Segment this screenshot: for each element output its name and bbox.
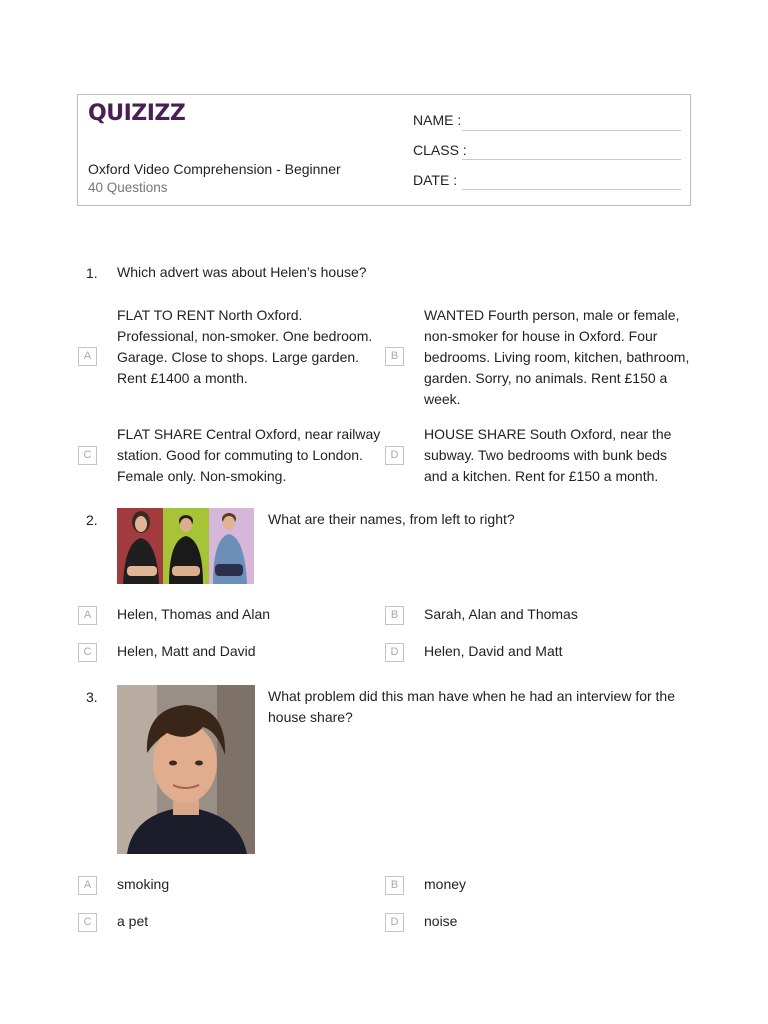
option-d-text: HOUSE SHARE South Oxford, near the subway. Two bedrooms with bunk beds and a kitchen. Rent for £150 a month. xyxy=(424,426,672,484)
option-letter-d[interactable]: D xyxy=(385,446,404,465)
option-letter-a[interactable]: A xyxy=(78,876,97,895)
option-letter-c[interactable]: C xyxy=(78,446,97,465)
quizizz-logo: QUIZIZZ xyxy=(88,101,186,126)
name-field-line[interactable] xyxy=(462,130,681,131)
option-letter-b[interactable]: B xyxy=(385,606,404,625)
option-a-text: FLAT TO RENT North Oxford. Professional, non-smoker. One bedroom. Garage. Close to shops. Large garden. Rent £1400 a month. xyxy=(117,307,373,386)
option-d-text: Helen, David and Matt xyxy=(424,643,563,659)
option-letter-d[interactable]: D xyxy=(385,913,404,932)
man-portrait-photo xyxy=(117,685,255,854)
option-b-text: WANTED Fourth person, male or female, non-smoker for house in Oxford. Four bedrooms. Living room, kitchen, bathroom, garden. Sorry, no animals. Rent £150 a week. xyxy=(424,307,690,407)
option-a-text: smoking xyxy=(117,876,170,892)
three-people-photo xyxy=(117,508,254,584)
option-c-text: a pet xyxy=(117,913,149,929)
option-d-text: noise xyxy=(424,913,458,929)
option-letter-a[interactable]: A xyxy=(78,606,97,625)
question-count: 40 Questions xyxy=(88,180,168,195)
question-text: What problem did this man have when he had an interview for the house share? xyxy=(268,688,676,725)
option-b-text: Sarah, Alan and Thomas xyxy=(424,606,578,622)
name-label: NAME : xyxy=(413,112,462,128)
worksheet-title: Oxford Video Comprehension - Beginner xyxy=(88,161,341,177)
option-letter-b[interactable]: B xyxy=(385,347,404,366)
question-text: Which advert was about Helen’s house? xyxy=(117,264,367,280)
question-number: 1. xyxy=(86,265,98,281)
option-letter-a[interactable]: A xyxy=(78,347,97,366)
class-label: CLASS : xyxy=(413,142,467,158)
option-letter-b[interactable]: B xyxy=(385,876,404,895)
option-letter-c[interactable]: C xyxy=(78,913,97,932)
question-number: 2. xyxy=(86,512,98,528)
option-a-text: Helen, Thomas and Alan xyxy=(117,606,271,622)
class-field-line[interactable] xyxy=(462,159,681,160)
option-letter-c[interactable]: C xyxy=(78,643,97,662)
date-field-line[interactable] xyxy=(462,189,681,190)
question-text: What are their names, from left to right? xyxy=(268,511,515,527)
date-label: DATE : xyxy=(413,172,458,188)
option-b-text: money xyxy=(424,876,467,892)
option-letter-d[interactable]: D xyxy=(385,643,404,662)
question-number: 3. xyxy=(86,689,98,705)
option-c-text: FLAT SHARE Central Oxford, near railway station. Good for commuting to London. Female only. Non-smoking. xyxy=(117,426,381,484)
option-c-text: Helen, Matt and David xyxy=(117,643,256,659)
